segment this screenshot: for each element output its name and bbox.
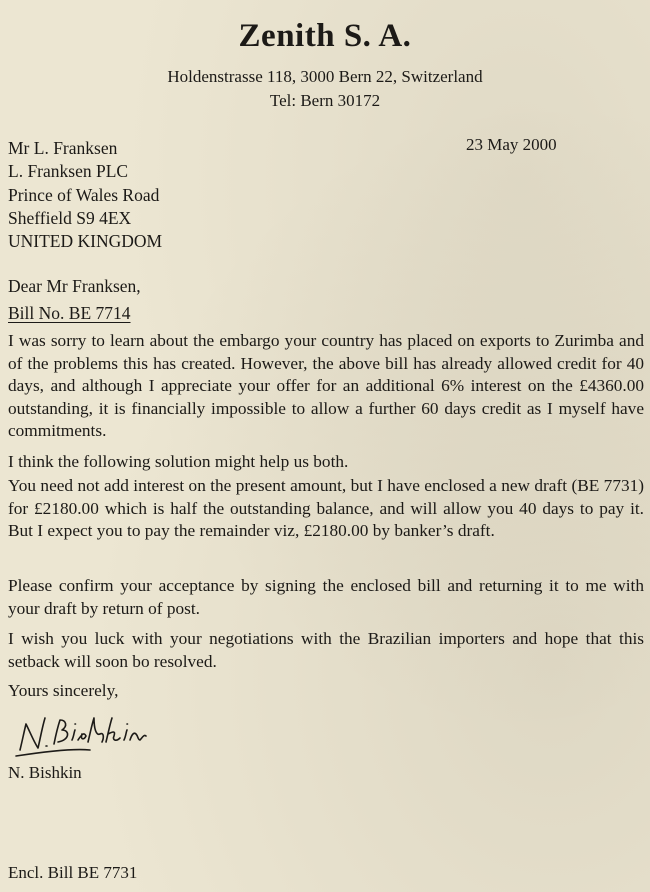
recipient-city: Sheffield S9 4EX	[8, 207, 132, 228]
company-telephone: Tel: Bern 30172	[269, 91, 381, 110]
recipient-name: Mr L. Franksen	[8, 138, 118, 158]
recipient-country: UNITED KINGDOM	[8, 231, 163, 252]
recipient-street: Prince of Wales Road	[8, 184, 160, 205]
body-paragraph: I was sorry to learn about the embargo your country has placed on exports to Zurimba and of the problems this has created. However, the above bill has already allowed credit for 40 days, and although I appreciate your offer for an additional 6% interest on the £4360.00 outstanding, it is financially impossible to allow a further 60 days credit as I myself have commitments.	[8, 331, 644, 440]
signer-name: N. Bishkin	[8, 763, 82, 782]
salutation: Dear Mr Franksen,	[8, 276, 141, 296]
subject-line: Bill No. BE 7714	[8, 303, 131, 323]
body-paragraph: I think the following solution might help us both.	[8, 452, 349, 471]
company-address: Holdenstrasse 118, 3000 Bern 22, Switzerland	[167, 67, 483, 86]
body-paragraph: You need not add interest on the present amount, but I have enclosed a new draft (BE 7731) for £2180.00 which is half the outstanding balance, and will allow you 40 days to pay it. But I expect you to pay the remainder viz, £2180.00 by banker’s draft.	[8, 476, 644, 540]
handwritten-signature	[12, 712, 162, 762]
recipient-address	[8, 137, 162, 253]
letter-date: 23 May 2000	[466, 135, 557, 154]
body-paragraph: I wish you luck with your negotiations with the Brazilian importers and hope that this setback will soon bo resolved.	[8, 629, 644, 671]
closing: Yours sincerely,	[8, 681, 119, 700]
company-name: Zenith S. A.	[238, 18, 412, 54]
recipient-company: L. Franksen PLC	[8, 161, 129, 182]
enclosure-note: Encl. Bill BE 7731	[8, 863, 138, 882]
body-paragraph: Please confirm your acceptance by signing the enclosed bill and returning it to me with your draft by return of post.	[8, 576, 644, 618]
